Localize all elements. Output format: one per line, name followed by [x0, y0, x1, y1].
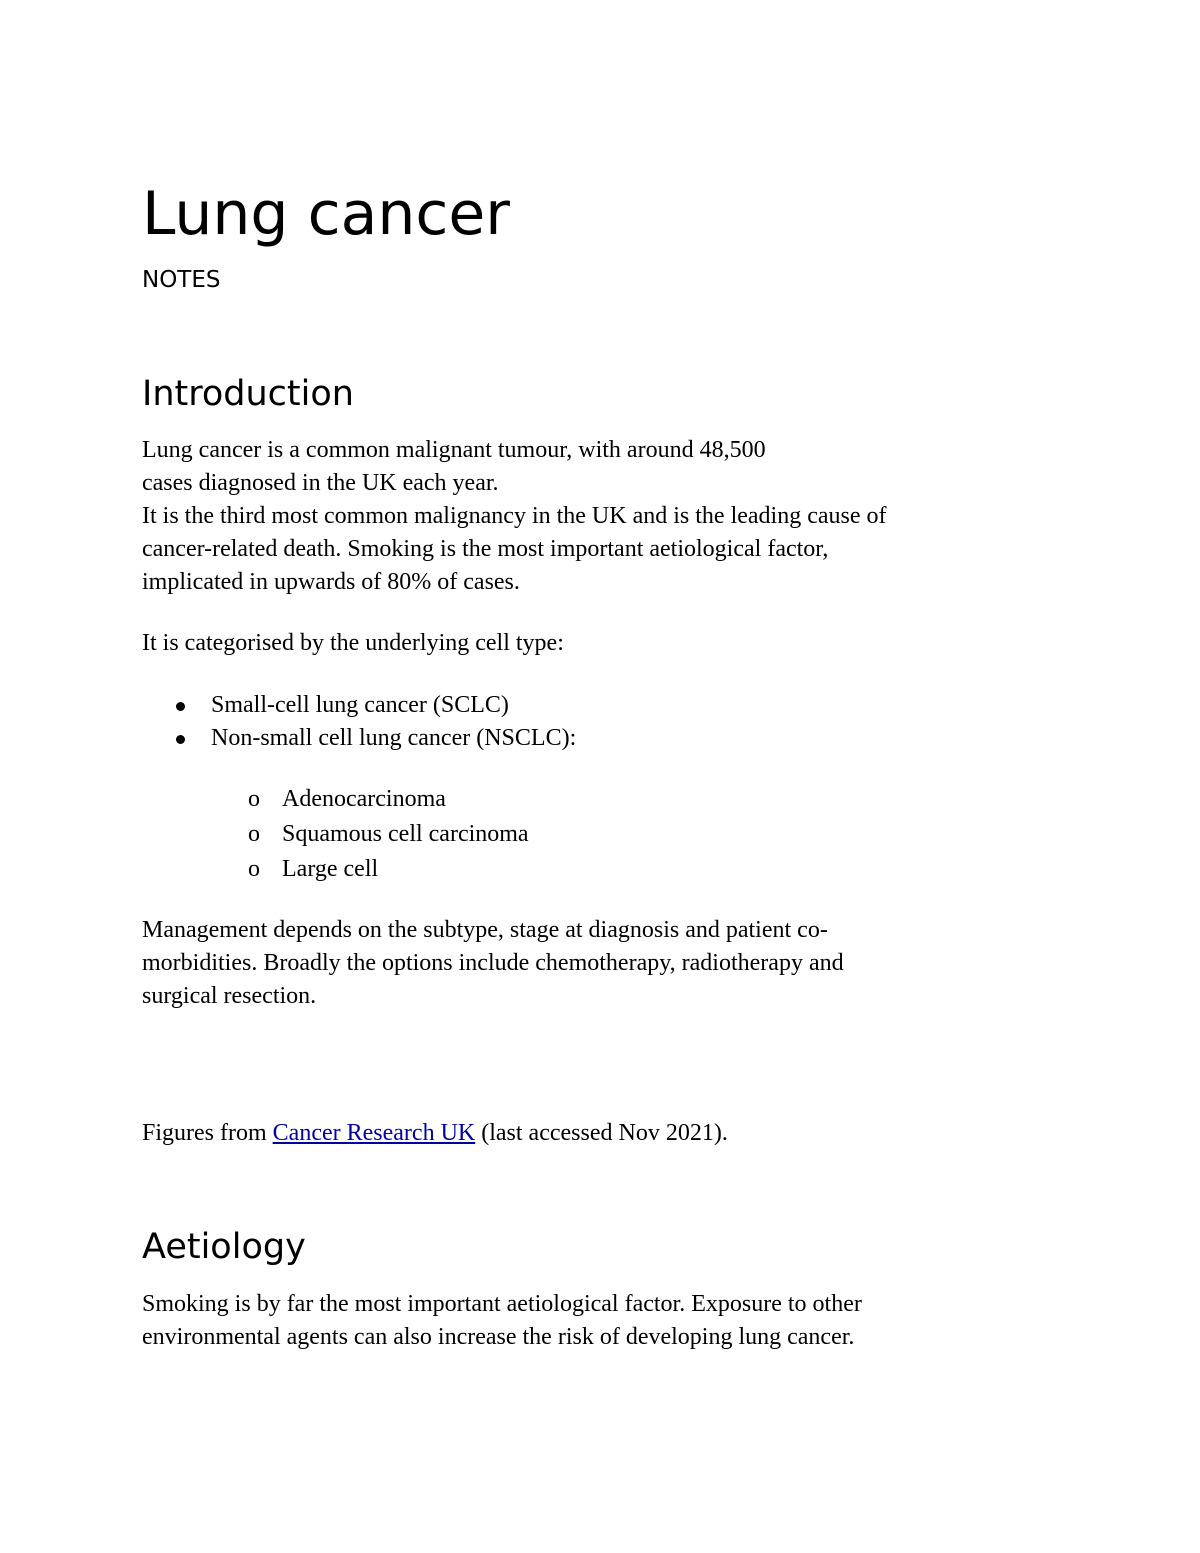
paragraph-line: Management depends on the subtype, stage at diagnosis and patient co- [142, 917, 828, 943]
figures-source [142, 1117, 1042, 1150]
aetiology-heading: Aetiology [142, 1227, 306, 1267]
paragraph-line: It is the third most common malignancy in the UK and is the leading cause of [142, 503, 887, 529]
sub-bullet-icon: o [248, 856, 260, 882]
sub-bullet-icon: o [248, 821, 260, 847]
bullet-icon [176, 702, 185, 711]
paragraph-line: surgical resection. [142, 983, 317, 1009]
paragraph-line: morbidities. Broadly the options include chemotherapy, radiotherapy and [142, 950, 844, 976]
introduction-paragraph [142, 434, 1042, 599]
cancer-research-uk-link[interactable]: Cancer Research UK [272, 1120, 476, 1146]
sub-list-item-text: Adenocarcinoma [282, 786, 446, 812]
sub-list-item-text: Squamous cell carcinoma [282, 821, 529, 847]
bullet-icon [176, 735, 185, 744]
sub-bullet-icon: o [248, 786, 260, 812]
introduction-heading: Introduction [142, 374, 354, 414]
paragraph-line: cases diagnosed in the UK each year. [142, 470, 499, 496]
management-paragraph [142, 914, 1042, 1013]
aetiology-paragraph [142, 1288, 1042, 1354]
paragraph-line: environmental agents can also increase the risk of developing lung cancer. [142, 1324, 855, 1350]
figures-suffix: (last accessed Nov 2021). [475, 1120, 728, 1146]
document-subtitle: NOTES [142, 267, 221, 293]
categorised-intro: It is categorised by the underlying cell type: [142, 630, 564, 656]
paragraph-line: implicated in upwards of 80% of cases. [142, 569, 520, 595]
document-title: Lung cancer [142, 179, 510, 249]
sub-list-item-text: Large cell [282, 856, 379, 882]
paragraph-line: Lung cancer is a common malignant tumour, with around 48,500 [142, 437, 766, 463]
figures-prefix: Figures from [142, 1120, 273, 1146]
paragraph-line: Smoking is by far the most important aetiological factor. Exposure to other [142, 1291, 862, 1317]
list-item-text: Small-cell lung cancer (SCLC) [211, 692, 509, 718]
list-item-text: Non-small cell lung cancer (NSCLC): [211, 725, 577, 751]
paragraph-line: cancer-related death. Smoking is the most important aetiological factor, [142, 536, 829, 562]
